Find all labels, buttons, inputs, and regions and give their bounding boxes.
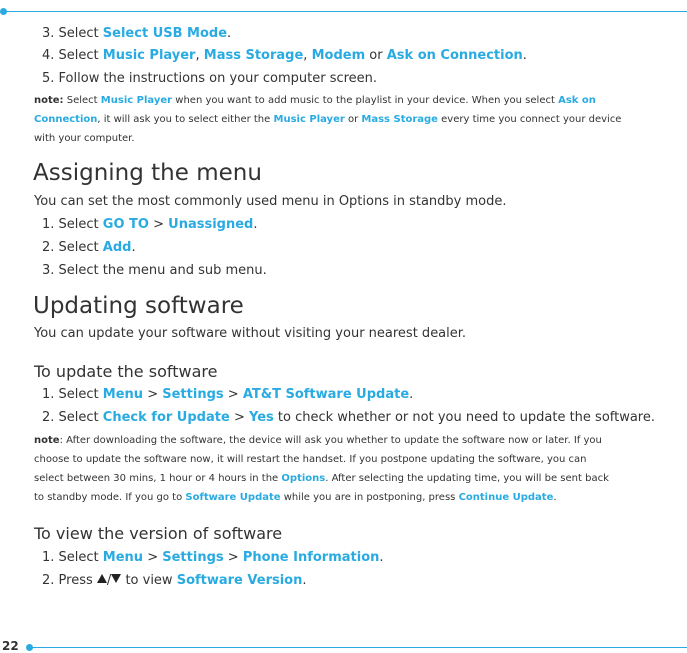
usb-step-3: 3. Select Select USB Mode. — [42, 26, 232, 41]
up-arrow-icon — [97, 574, 107, 583]
note-label: note: — [34, 95, 64, 106]
assigning-step-3: 3. Select the menu and sub menu. — [42, 263, 267, 278]
heading-assigning-menu: Assigning the menu — [33, 160, 262, 186]
assigning-step-2: 2. Select Add. — [42, 240, 136, 255]
keyword-ask-on-connection: Ask on Connection — [386, 48, 523, 63]
keyword-mass-storage: Mass Storage — [203, 48, 304, 63]
heading-updating-software: Updating software — [33, 293, 244, 319]
note-update-line-2: choose to update the software now, it will restart the handset. If you postpone updating the software, you can — [34, 454, 587, 465]
heading-to-view-version: To view the version of software — [34, 524, 283, 543]
assigning-step-1: 1. Select GO TO > Unassigned. — [42, 217, 258, 232]
keyword-modem: Modem — [311, 48, 366, 63]
view-step-2: 2. Press / to view Software Version. — [42, 573, 307, 588]
note-usb-line-3: with your computer. — [34, 133, 135, 144]
note-usb-line-1: note: Select Music Player when you want to add music to the playlist in your device. When you select Ask on — [34, 95, 596, 106]
note-update-line-1: note: After downloading the software, the device will ask you whether to update the software now or later. If you — [34, 435, 602, 446]
usb-step-5: 5. Follow the instructions on your computer screen. — [42, 71, 378, 86]
bottom-rule — [30, 647, 687, 648]
keyword-select-usb-mode: Select USB Mode — [102, 26, 228, 41]
top-rule — [3, 11, 687, 12]
usb-step-4: 4. Select Music Player, Mass Storage, Modem or Ask on Connection. — [42, 48, 527, 63]
updating-intro: You can update your software without visiting your nearest dealer. — [34, 326, 467, 341]
update-step-2: 2. Select Check for Update > Yes to check whether or not you need to update the software. — [42, 410, 656, 425]
page-number: 22 — [2, 639, 19, 653]
note-update-line-3: select between 30 mins, 1 hour or 4 hours in the Options. After selecting the updating time, you will be sent back — [34, 473, 609, 484]
down-arrow-icon — [111, 574, 121, 583]
view-step-1: 1. Select Menu > Settings > Phone Information. — [42, 550, 384, 565]
keyword-music-player: Music Player — [102, 48, 196, 63]
heading-to-update: To update the software — [34, 362, 218, 381]
note-update-line-4: to standby mode. If you go to Software Update while you are in postponing, press Continue Update. — [34, 492, 557, 503]
assigning-intro: You can set the most commonly used menu in Options in standby mode. — [34, 194, 507, 209]
note-usb-line-2: Connection, it will ask you to select either the Music Player or Mass Storage every time you connect your device — [34, 114, 622, 125]
update-step-1: 1. Select Menu > Settings > AT&T Software Update. — [42, 387, 414, 402]
